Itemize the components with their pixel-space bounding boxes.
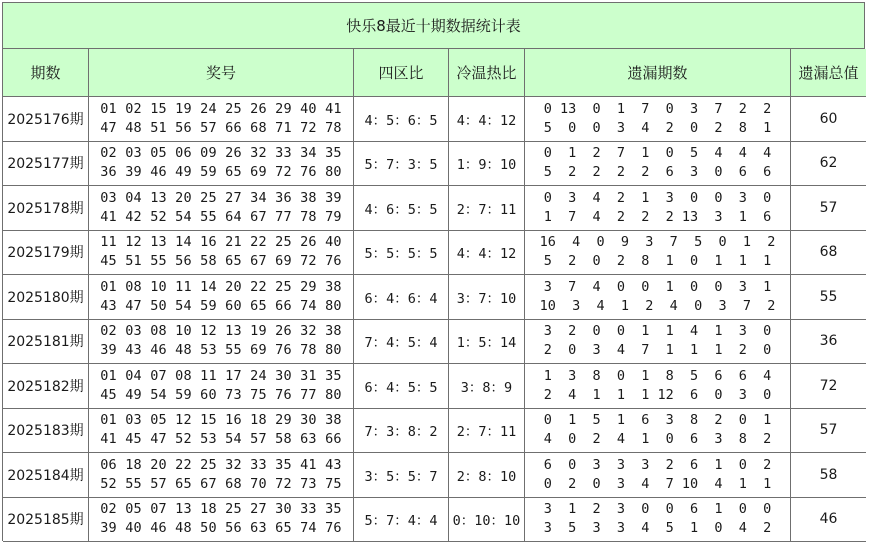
miss-total-cell: 58 bbox=[791, 453, 866, 498]
temp-ratio-cell: 3：7：10 bbox=[449, 275, 525, 320]
numbers-line: 01 02 15 19 24 25 26 29 40 41 bbox=[100, 100, 342, 117]
numbers-line: 41 45 47 52 53 54 57 58 63 66 bbox=[100, 431, 342, 448]
numbers-line: 01 04 07 08 11 17 24 30 31 35 bbox=[100, 367, 342, 384]
temp-ratio-cell: 1：9：10 bbox=[449, 142, 525, 187]
numbers-line: 02 03 08 10 12 13 19 26 32 38 bbox=[100, 323, 342, 340]
miss-line: 0 3 4 2 1 3 0 0 3 0 bbox=[543, 189, 772, 206]
miss-line: 0 2 0 3 4 7 10 4 1 1 bbox=[543, 475, 772, 492]
temp-ratio-cell: 1：5：14 bbox=[449, 320, 525, 365]
miss-line: 5 0 0 3 4 2 0 2 8 1 bbox=[543, 119, 772, 136]
miss-total-cell: 62 bbox=[791, 142, 866, 187]
numbers-line: 01 08 10 11 14 20 22 25 29 38 bbox=[100, 278, 342, 295]
zone-ratio-cell: 6：4：5：5 bbox=[354, 364, 449, 409]
numbers-cell bbox=[89, 409, 354, 454]
miss-line: 6 0 3 3 3 2 6 1 0 2 bbox=[543, 456, 772, 473]
miss-periods-cell bbox=[525, 142, 791, 187]
miss-line: 0 1 5 1 6 3 8 2 0 1 bbox=[543, 412, 772, 429]
numbers-line: 45 49 54 59 60 73 75 76 77 80 bbox=[100, 386, 342, 403]
miss-line: 3 7 4 0 0 1 0 0 3 1 bbox=[543, 278, 772, 295]
numbers-cell bbox=[89, 231, 354, 276]
numbers-cell bbox=[89, 498, 354, 543]
header-temp-ratio: 冷温热比 bbox=[449, 49, 525, 97]
lottery-stats-table bbox=[2, 2, 865, 541]
miss-line: 3 2 0 0 1 1 4 1 3 0 bbox=[543, 323, 772, 340]
numbers-line: 02 03 05 06 09 26 32 33 34 35 bbox=[100, 145, 342, 162]
numbers-line: 39 43 46 48 53 55 69 76 78 80 bbox=[100, 342, 342, 359]
miss-periods-cell bbox=[525, 320, 791, 365]
header-miss-periods: 遗漏期数 bbox=[525, 49, 791, 97]
period-cell: 2025176期 bbox=[3, 97, 89, 142]
numbers-cell bbox=[89, 364, 354, 409]
zone-ratio-cell: 5：5：5：5 bbox=[354, 231, 449, 276]
table-title: 快乐8最近十期数据统计表 bbox=[3, 3, 864, 49]
header-miss-total: 遗漏总值 bbox=[791, 49, 866, 97]
miss-line: 2 4 1 1 1 12 6 0 3 0 bbox=[543, 386, 772, 403]
zone-ratio-cell: 4：6：5：5 bbox=[354, 186, 449, 231]
miss-line: 4 0 2 4 1 0 6 3 8 2 bbox=[543, 431, 772, 448]
period-cell: 2025181期 bbox=[3, 320, 89, 365]
miss-periods-cell bbox=[525, 498, 791, 543]
miss-line: 0 1 2 7 1 0 5 4 4 4 bbox=[543, 145, 772, 162]
miss-total-cell: 46 bbox=[791, 498, 866, 543]
miss-total-cell: 68 bbox=[791, 231, 866, 276]
numbers-line: 06 18 20 22 25 32 33 35 41 43 bbox=[100, 456, 342, 473]
numbers-line: 41 42 52 54 55 64 67 77 78 79 bbox=[100, 208, 342, 225]
numbers-cell bbox=[89, 275, 354, 320]
temp-ratio-cell: 4：4：12 bbox=[449, 97, 525, 142]
numbers-line: 39 40 46 48 50 56 63 65 74 76 bbox=[100, 520, 342, 537]
zone-ratio-cell: 5：7：4：4 bbox=[354, 498, 449, 543]
period-cell: 2025178期 bbox=[3, 186, 89, 231]
miss-line: 3 5 3 3 4 5 1 0 4 2 bbox=[543, 520, 772, 537]
temp-ratio-cell: 3：8：9 bbox=[449, 364, 525, 409]
zone-ratio-cell: 7：3：8：2 bbox=[354, 409, 449, 454]
numbers-cell bbox=[89, 186, 354, 231]
numbers-cell bbox=[89, 453, 354, 498]
temp-ratio-cell: 2：8：10 bbox=[449, 453, 525, 498]
period-cell: 2025177期 bbox=[3, 142, 89, 187]
miss-line: 5 2 0 2 8 1 0 1 1 1 bbox=[543, 253, 772, 270]
miss-periods-cell bbox=[525, 453, 791, 498]
zone-ratio-cell: 7：4：5：4 bbox=[354, 320, 449, 365]
numbers-line: 45 51 55 56 58 65 67 69 72 76 bbox=[100, 253, 342, 270]
numbers-line: 47 48 51 56 57 66 68 71 72 78 bbox=[100, 119, 342, 136]
miss-total-cell: 57 bbox=[791, 409, 866, 454]
miss-line: 2 0 3 4 7 1 1 1 2 0 bbox=[543, 342, 772, 359]
numbers-line: 43 47 50 54 59 60 65 66 74 80 bbox=[100, 297, 342, 314]
miss-periods-cell bbox=[525, 275, 791, 320]
temp-ratio-cell: 4：4：12 bbox=[449, 231, 525, 276]
miss-line: 5 2 2 2 2 6 3 0 6 6 bbox=[543, 164, 772, 181]
miss-total-cell: 72 bbox=[791, 364, 866, 409]
numbers-line: 52 55 57 65 67 68 70 72 73 75 bbox=[100, 475, 342, 492]
numbers-cell bbox=[89, 97, 354, 142]
header-zone-ratio: 四区比 bbox=[354, 49, 449, 97]
period-cell: 2025184期 bbox=[3, 453, 89, 498]
period-cell: 2025183期 bbox=[3, 409, 89, 454]
numbers-line: 36 39 46 49 59 65 69 72 76 80 bbox=[100, 164, 342, 181]
zone-ratio-cell: 5：7：3：5 bbox=[354, 142, 449, 187]
miss-line: 10 3 4 1 2 4 0 3 7 2 bbox=[539, 297, 776, 314]
miss-periods-cell bbox=[525, 97, 791, 142]
miss-periods-cell bbox=[525, 364, 791, 409]
miss-line: 0 13 0 1 7 0 3 7 2 2 bbox=[543, 100, 772, 117]
miss-line: 3 1 2 3 0 0 6 1 0 0 bbox=[543, 501, 772, 518]
zone-ratio-cell: 3：5：5：7 bbox=[354, 453, 449, 498]
period-cell: 2025179期 bbox=[3, 231, 89, 276]
header-period: 期数 bbox=[3, 49, 89, 97]
numbers-line: 02 05 07 13 18 25 27 30 33 35 bbox=[100, 501, 342, 518]
zone-ratio-cell: 6：4：6：4 bbox=[354, 275, 449, 320]
miss-line: 1 7 4 2 2 2 13 3 1 6 bbox=[543, 208, 772, 225]
miss-total-cell: 55 bbox=[791, 275, 866, 320]
miss-total-cell: 36 bbox=[791, 320, 866, 365]
miss-periods-cell bbox=[525, 231, 791, 276]
temp-ratio-cell: 0：10：10 bbox=[449, 498, 525, 543]
header-numbers: 奖号 bbox=[89, 49, 354, 97]
temp-ratio-cell: 2：7：11 bbox=[449, 409, 525, 454]
miss-periods-cell bbox=[525, 186, 791, 231]
numbers-cell bbox=[89, 320, 354, 365]
period-cell: 2025180期 bbox=[3, 275, 89, 320]
miss-total-cell: 57 bbox=[791, 186, 866, 231]
miss-periods-cell bbox=[525, 409, 791, 454]
miss-line: 16 4 0 9 3 7 5 0 1 2 bbox=[539, 234, 776, 251]
numbers-line: 01 03 05 12 15 16 18 29 30 38 bbox=[100, 412, 342, 429]
zone-ratio-cell: 4：5：6：5 bbox=[354, 97, 449, 142]
miss-total-cell: 60 bbox=[791, 97, 866, 142]
miss-line: 1 3 8 0 1 8 5 6 6 4 bbox=[543, 367, 772, 384]
period-cell: 2025185期 bbox=[3, 498, 89, 543]
temp-ratio-cell: 2：7：11 bbox=[449, 186, 525, 231]
numbers-line: 11 12 13 14 16 21 22 25 26 40 bbox=[100, 234, 342, 251]
period-cell: 2025182期 bbox=[3, 364, 89, 409]
numbers-cell bbox=[89, 142, 354, 187]
numbers-line: 03 04 13 20 25 27 34 36 38 39 bbox=[100, 189, 342, 206]
